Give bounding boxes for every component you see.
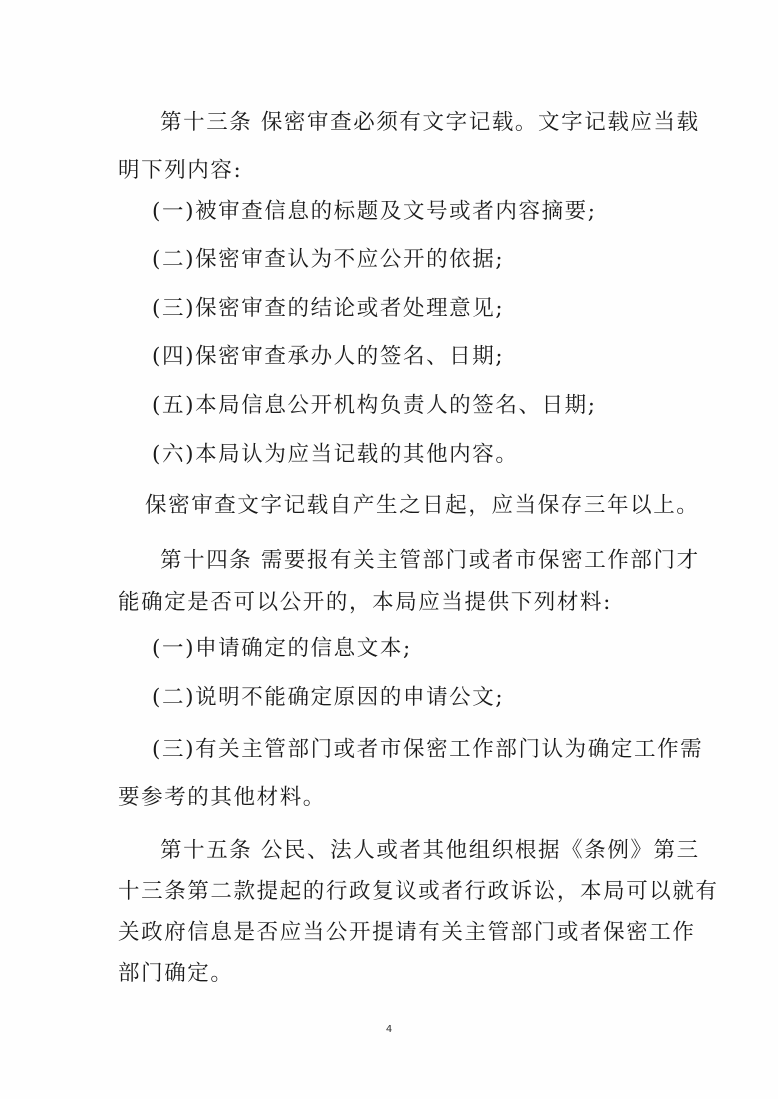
article-13-item-1: (一)被审查信息的标题及文号或者内容摘要; [152,199,597,224]
article-14-item-2: (二)说明不能确定原因的申请公文; [152,685,505,710]
article-14-continuation: 能确定是否可以公开的，本局应当提供下列材料: [118,590,612,615]
page-number: 4 [385,1024,393,1035]
article-13-item-2: (二)保密审查认为不应公开的依据; [152,247,505,272]
article-15-heading: 第十五条 公民、法人或者其他组织根据《条例》第三 [160,838,700,863]
article-14-item-1: (一)申请确定的信息文本; [152,636,412,661]
article-14-item-3: (三)有关主管部门或者市保密工作部门认为确定工作需 [152,737,704,762]
article-15-line-4: 部门确定。 [118,961,234,986]
article-15-line-2: 十三条第二款提起的行政复议或者行政诉讼，本局可以就有 [118,879,719,904]
article-13-item-6: (六)本局认为应当记载的其他内容。 [152,442,519,467]
article-13-item-4: (四)保密审查承办人的签名、日期; [152,344,505,369]
article-13-continuation: 明下列内容: [118,158,243,183]
article-14-heading: 第十四条 需要报有关主管部门或者市保密工作部门才 [160,548,700,573]
article-13-retention: 保密审查文字记载自产生之日起，应当保存三年以上。 [145,493,700,518]
article-13-item-3: (三)保密审查的结论或者处理意见; [152,296,505,321]
article-15-line-3: 关政府信息是否应当公开提请有关主管部门或者保密工作 [118,920,696,945]
article-13-heading: 第十三条 保密审查必须有文字记载。文字记载应当载 [160,110,700,135]
article-13-item-5: (五)本局信息公开机构负责人的签名、日期; [152,393,597,418]
article-14-item-3-continuation: 要参考的其他材料。 [118,785,326,810]
